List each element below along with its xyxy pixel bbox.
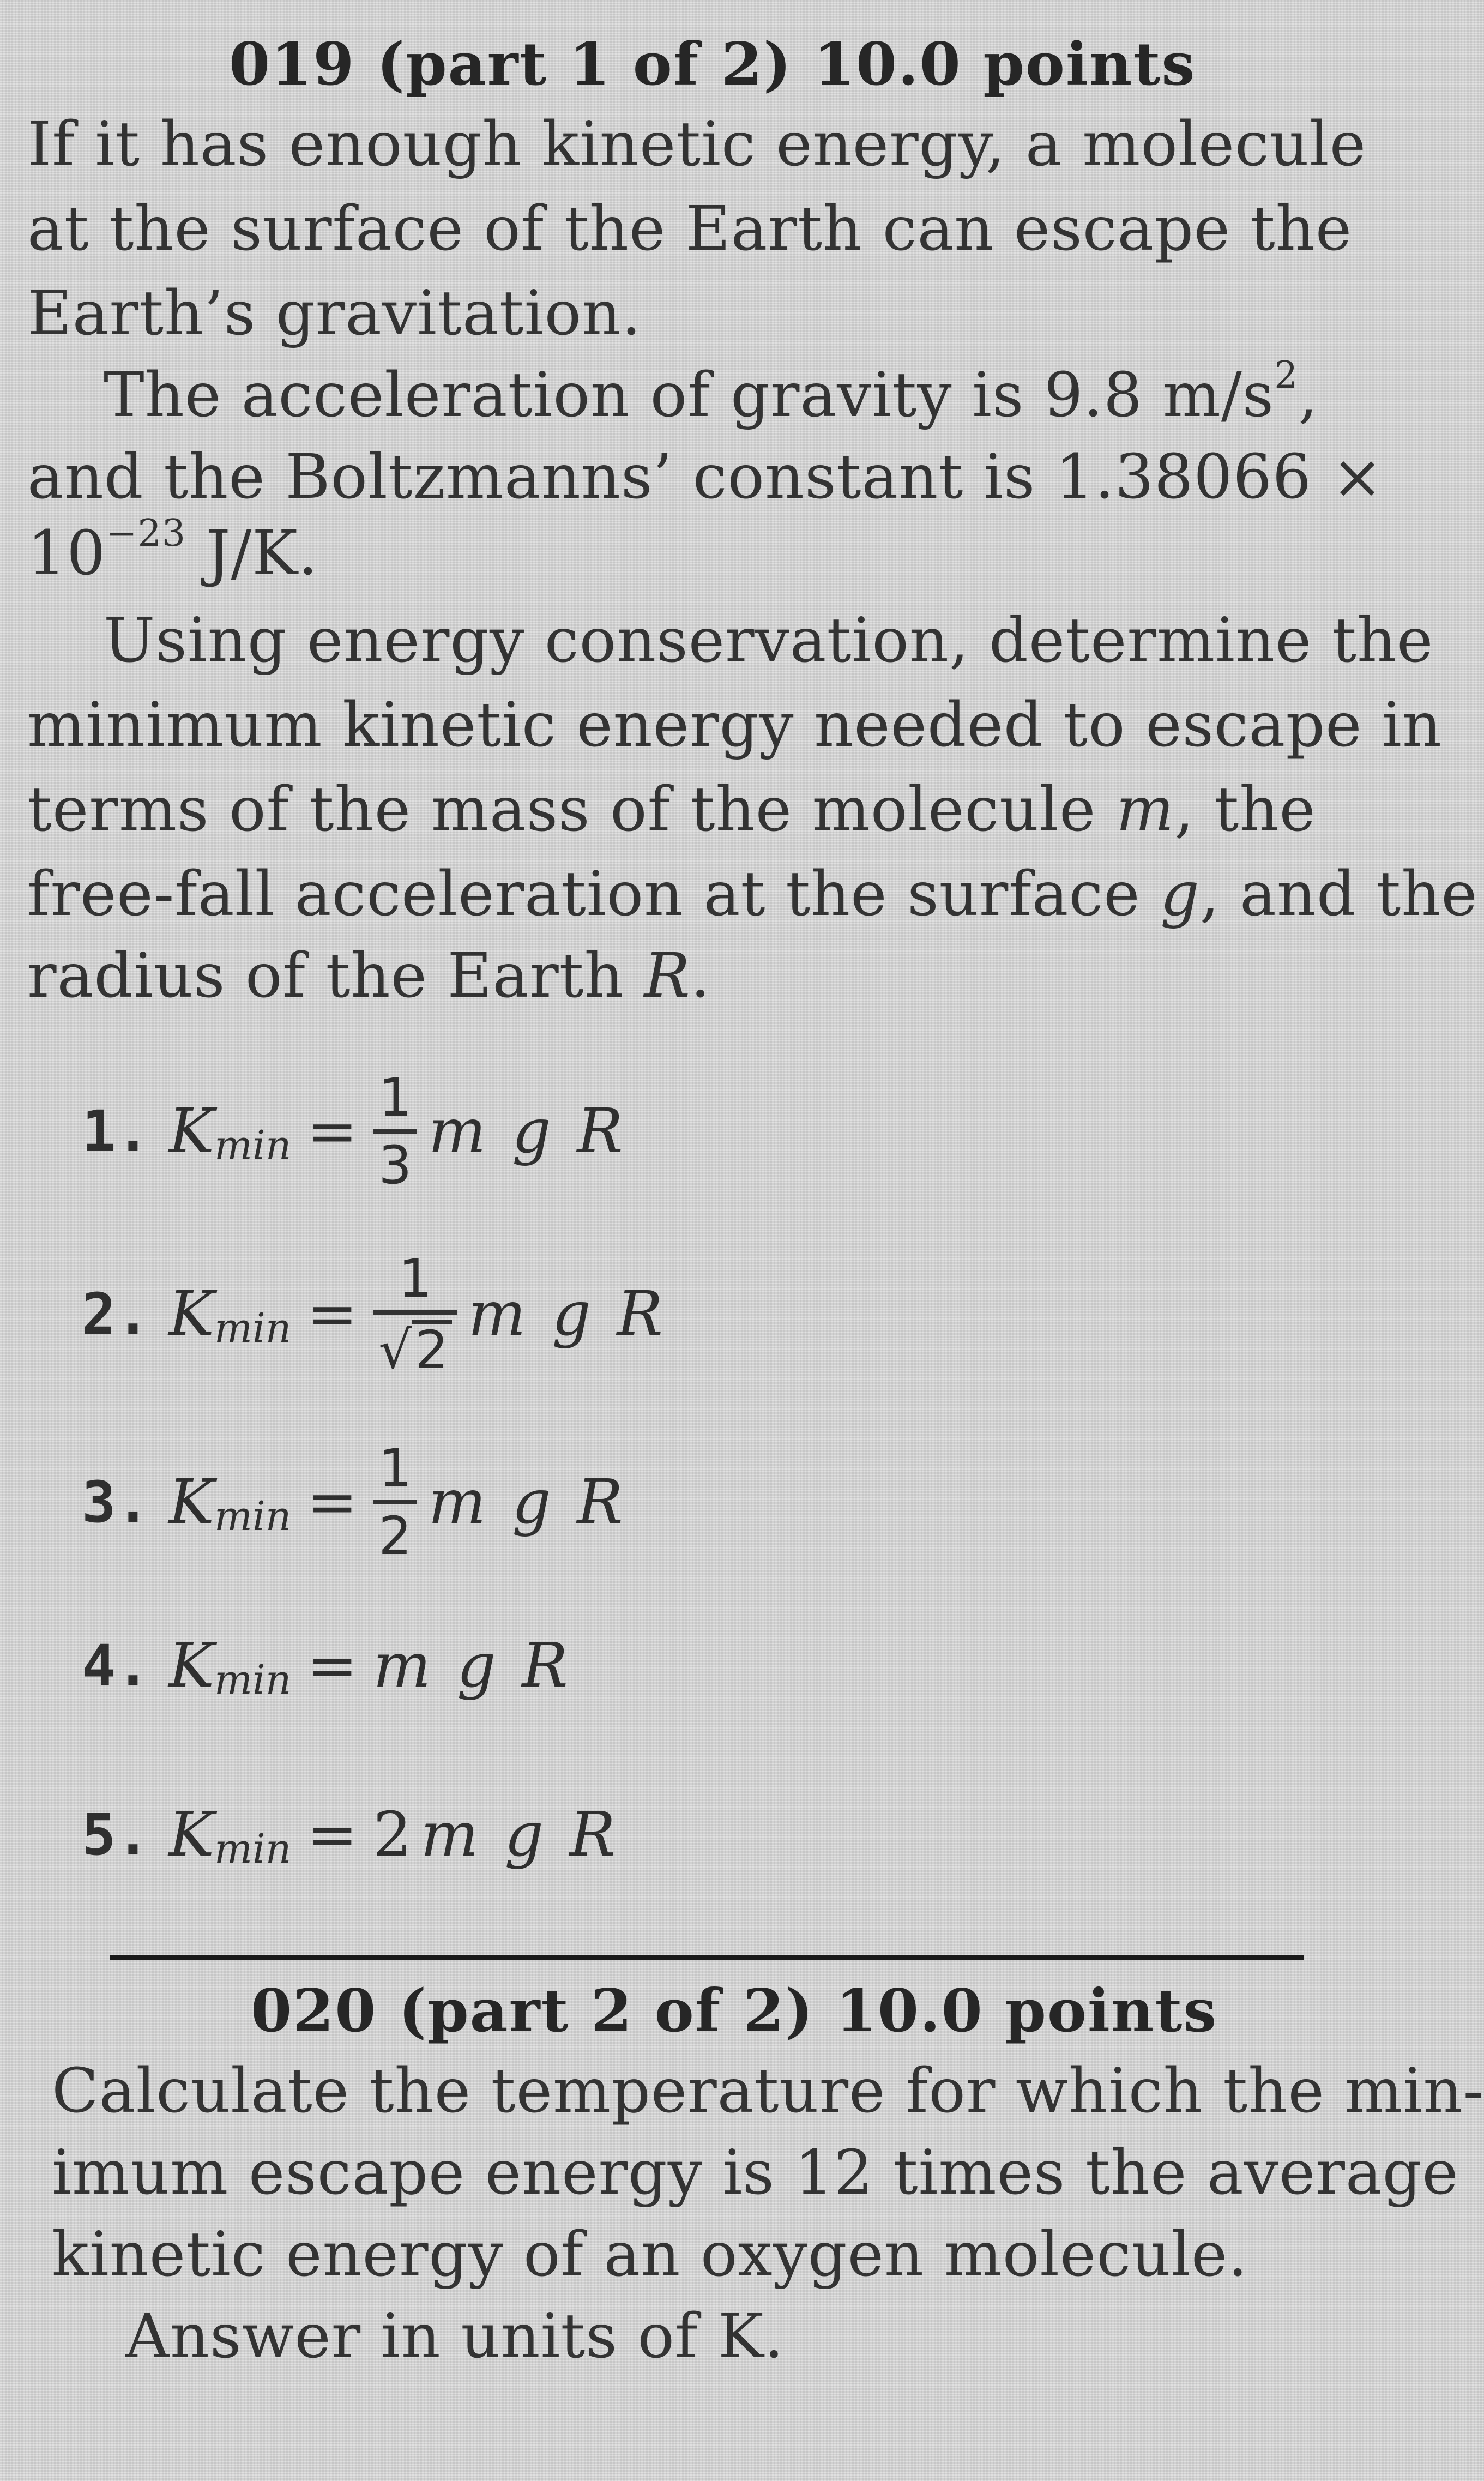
gravity-comma: ,	[1298, 360, 1319, 431]
q20-text-line-3: kinetic energy of an oxygen molecule.	[52, 2219, 1248, 2290]
equals-sign: =	[306, 1630, 358, 1701]
answer-option-3[interactable]	[82, 1440, 626, 1565]
instr-text: terms of the mass of the molecule	[27, 774, 1116, 845]
instr-text: , and the	[1199, 859, 1478, 930]
fraction-denominator: 3	[378, 1135, 412, 1196]
option-number: 1.	[82, 1098, 150, 1165]
equals-sign: =	[306, 1467, 358, 1538]
question-20-heading: 020 (part 2 of 2) 10.0 points	[251, 1977, 1218, 2045]
q20-text-line-1: Calculate the temperature for which the min-	[52, 2056, 1484, 2127]
fraction-numerator: 1	[398, 1248, 432, 1309]
k-symbol: K	[168, 1799, 214, 1870]
instr-text: radius of the Earth	[27, 941, 644, 1011]
q19-text-line-1: If it has enough kinetic energy, a molecule	[27, 109, 1366, 180]
k-subscript: min	[214, 1493, 292, 1540]
instr-text: free-fall acceleration at the surface	[27, 859, 1161, 930]
q19-instruction-line-3	[27, 774, 1316, 845]
q19-gravity-line	[104, 354, 1319, 431]
k-subscript: min	[214, 1826, 292, 1872]
q19-instruction-line-5	[27, 941, 710, 1011]
answer-option-1[interactable]	[82, 1069, 626, 1194]
fraction	[373, 1248, 457, 1381]
answer-option-2[interactable]	[82, 1248, 666, 1381]
fraction-denominator	[373, 1315, 457, 1381]
fraction-bar	[373, 1500, 417, 1504]
var-m: m	[1115, 774, 1175, 845]
power-exponent: −23	[106, 512, 186, 555]
option-number: 4.	[82, 1633, 150, 1699]
q19-boltzmann-exponent-line	[27, 512, 318, 589]
q19-text-line-3: Earth’s gravitation.	[27, 278, 642, 349]
instr-text: , the	[1174, 774, 1316, 845]
radicand: 2	[412, 1320, 451, 1376]
q19-text-line-2: at the surface of the Earth can escape the	[27, 194, 1353, 264]
q19-instruction-line-2: minimum kinetic energy needed to escape in	[27, 690, 1442, 761]
fraction-bar	[373, 1310, 457, 1315]
instr-text: .	[690, 941, 711, 1011]
option-expression: m g R	[428, 1096, 626, 1167]
power-base: 10	[27, 518, 106, 589]
answer-option-5[interactable]	[82, 1772, 619, 1898]
q20-text-line-2: imum escape energy is 12 times the average	[52, 2137, 1459, 2208]
gravity-text: The acceleration of gravity is 9.8 m/s	[104, 360, 1275, 431]
fraction-numerator: 1	[378, 1067, 412, 1128]
k-symbol: K	[168, 1467, 214, 1538]
equals-sign: =	[306, 1096, 358, 1167]
section-divider	[110, 1955, 1304, 1960]
option-number: 5.	[82, 1802, 150, 1868]
var-R: R	[644, 941, 691, 1011]
boltzmann-unit: J/K.	[186, 518, 318, 589]
var-g: g	[1160, 859, 1200, 930]
fraction-bar	[373, 1129, 417, 1134]
k-symbol: K	[168, 1630, 214, 1701]
gravity-unit-exponent: 2	[1274, 354, 1299, 397]
fraction-denominator: 2	[378, 1506, 412, 1567]
question-19-heading: 019 (part 1 of 2) 10.0 points	[229, 30, 1196, 99]
k-subscript: min	[214, 1305, 292, 1352]
equals-sign: =	[306, 1799, 358, 1870]
k-symbol: K	[168, 1096, 214, 1167]
option-number: 3.	[82, 1469, 150, 1535]
option-expression: m g R	[373, 1630, 571, 1701]
q19-boltzmann-line: and the Boltzmanns’ constant is 1.38066 ×	[27, 442, 1384, 513]
q19-instruction-line-4	[27, 859, 1478, 930]
q19-instruction-line-1: Using energy conservation, determine the	[104, 605, 1434, 676]
option-expression: m g R	[468, 1279, 666, 1350]
k-symbol: K	[168, 1279, 214, 1350]
option-number: 2.	[82, 1281, 150, 1347]
option-coefficient: 2	[373, 1799, 412, 1870]
equals-sign: =	[306, 1279, 358, 1350]
fraction	[373, 1438, 417, 1567]
option-expression: m g R	[428, 1467, 626, 1538]
answer-option-4[interactable]	[82, 1603, 571, 1729]
k-subscript: min	[214, 1122, 292, 1169]
fraction-numerator: 1	[378, 1438, 412, 1499]
fraction	[373, 1067, 417, 1196]
answer-units-line: Answer in units of K.	[125, 2301, 785, 2372]
radical-sign: √	[378, 1319, 412, 1381]
option-expression: m g R	[420, 1799, 619, 1870]
k-subscript: min	[214, 1657, 292, 1703]
